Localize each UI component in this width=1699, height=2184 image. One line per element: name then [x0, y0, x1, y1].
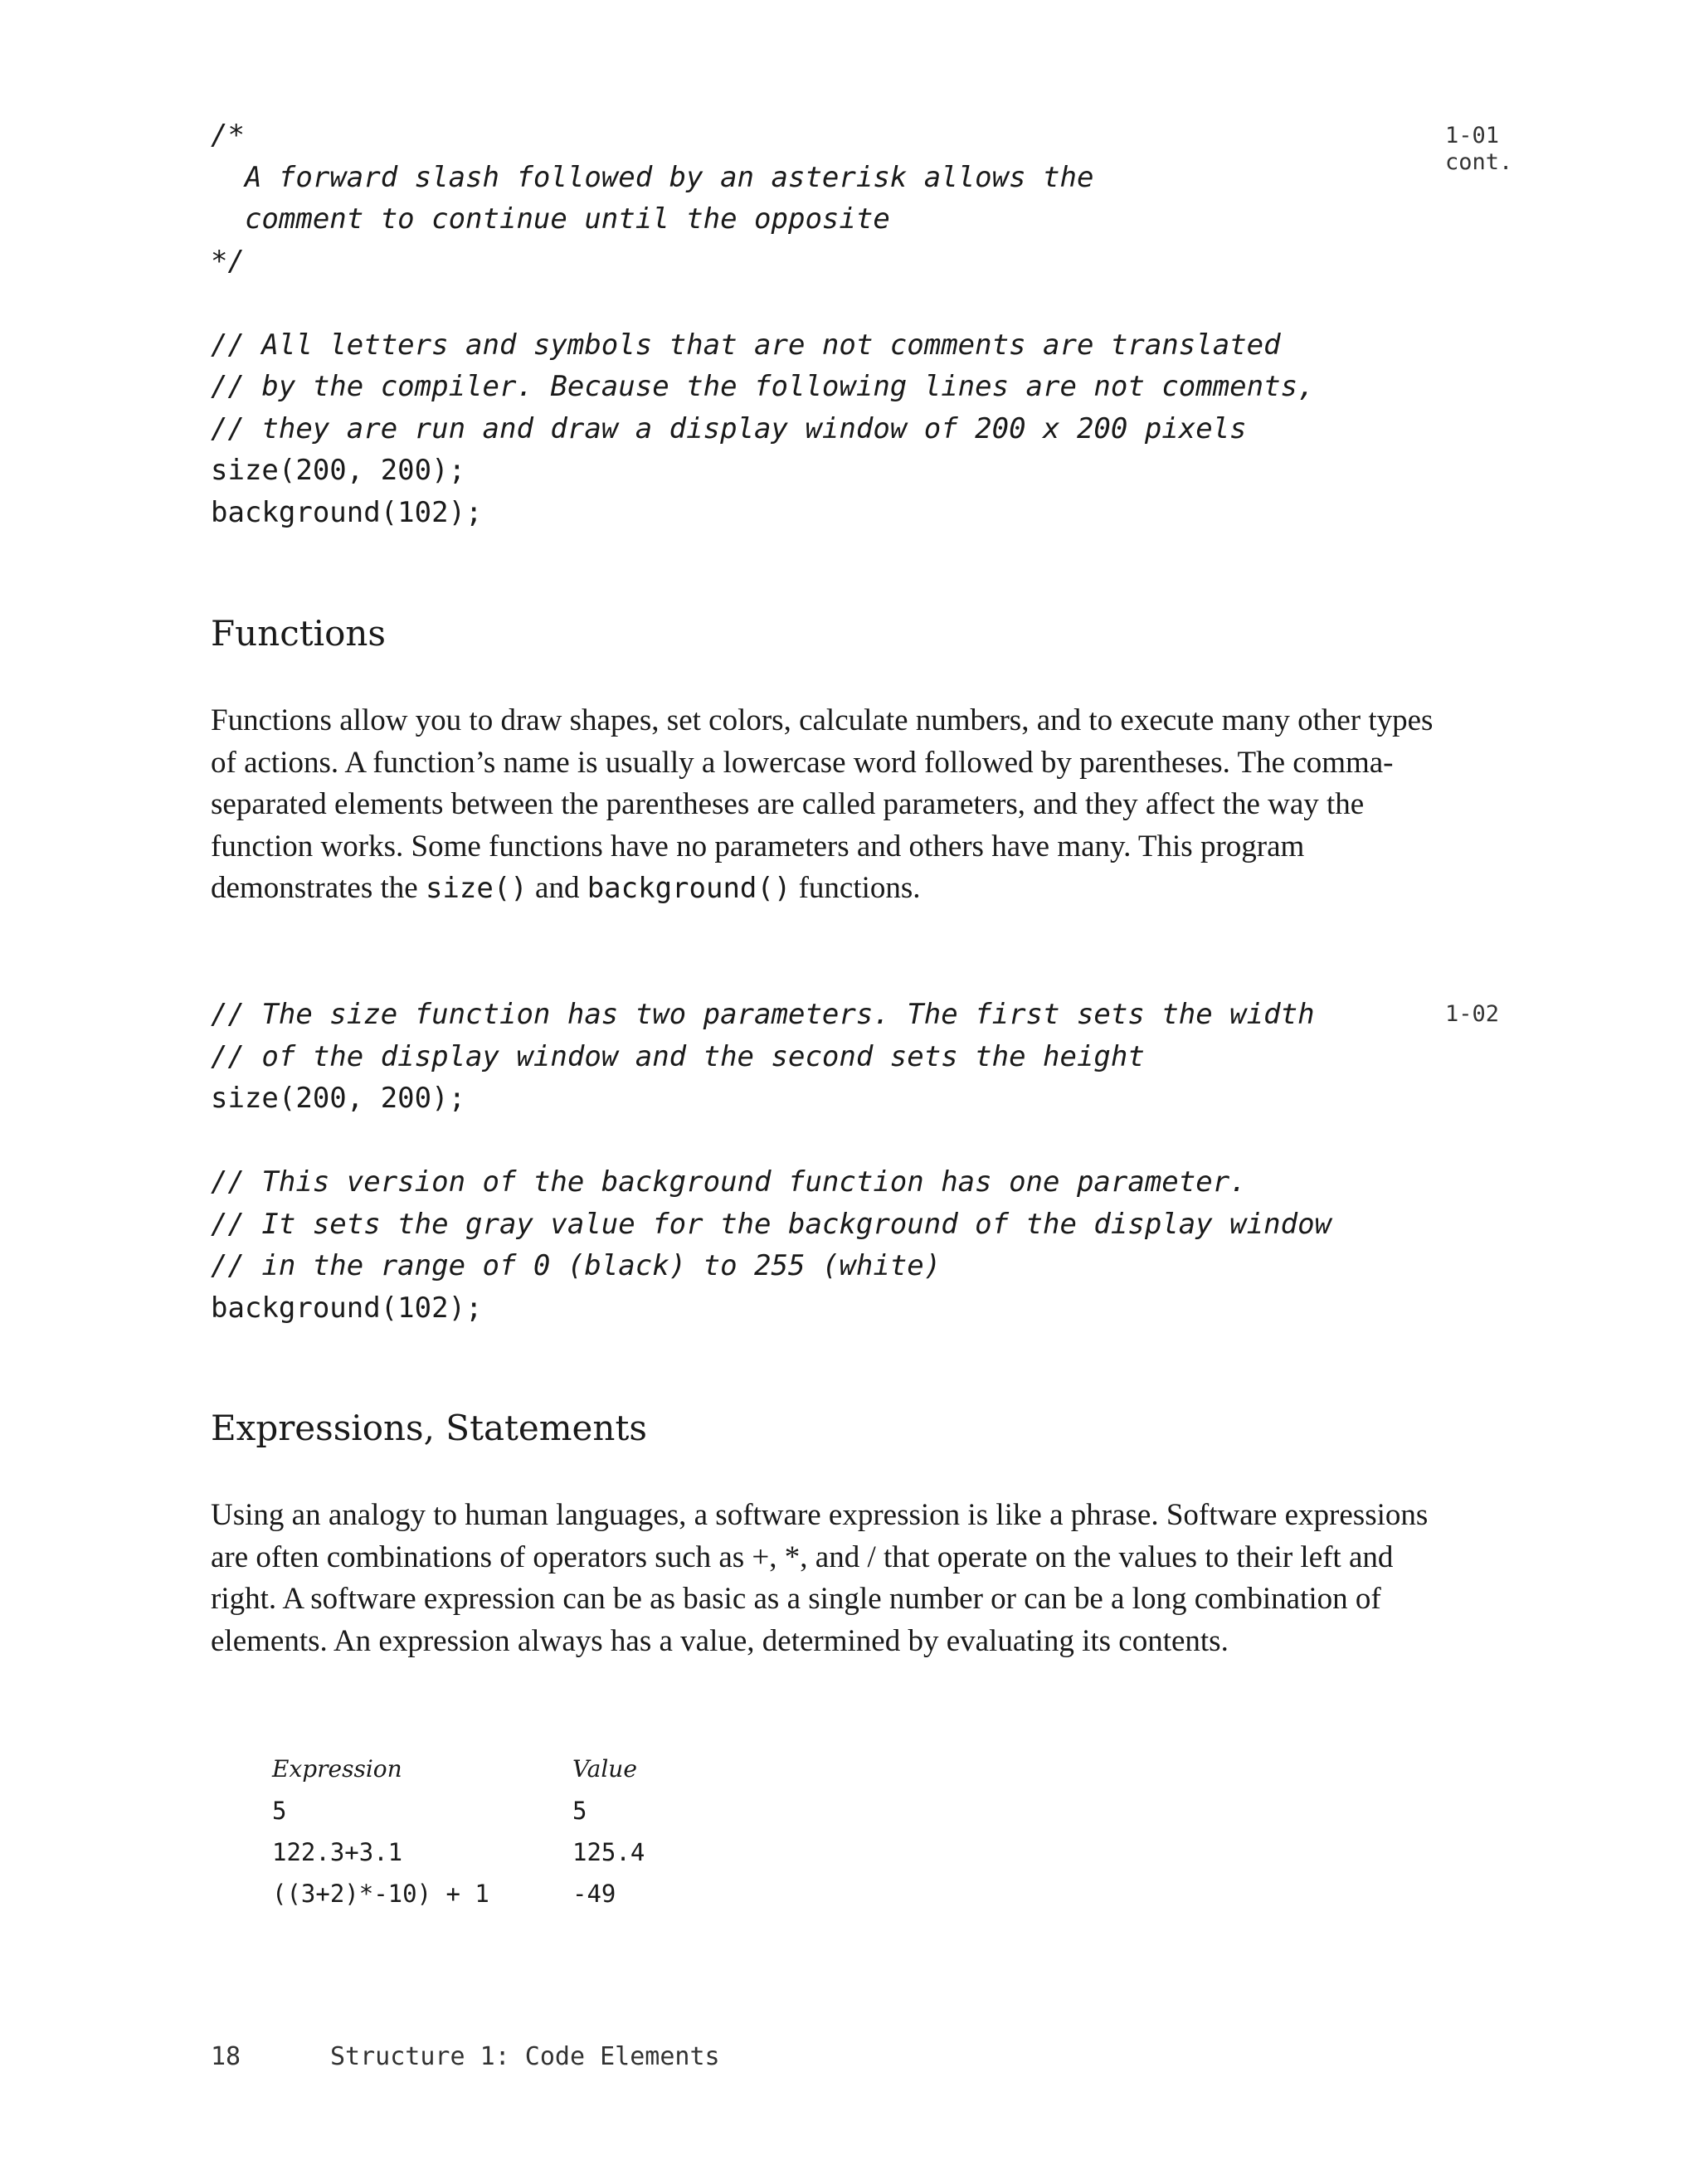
code-block-1: [211, 114, 1315, 533]
code-block-1-line: // by the compiler. Because the following lines are not comments,: [211, 370, 1315, 403]
footer-page-number: 18: [211, 2042, 241, 2071]
code-block-1-line: */: [211, 244, 245, 278]
heading-functions: Functions: [211, 613, 386, 654]
margin-note-1-02: 1-02: [1445, 1001, 1500, 1027]
inline-code-background: background(): [587, 872, 791, 905]
code-block-1-line: /*: [211, 119, 245, 152]
table-header-expression: Expression: [272, 1755, 402, 1783]
code-block-2: [211, 994, 1331, 1329]
table-cell-expression: ((3+2)*-10) + 1: [272, 1880, 489, 1908]
code-block-1-line: background(102);: [211, 495, 483, 529]
code-block-2-line: // in the range of 0 (black) to 255 (white): [211, 1249, 942, 1282]
expression-table: [272, 1749, 853, 1914]
code-block-1-line: size(200, 200);: [211, 454, 466, 487]
table-cell-value: -49: [572, 1880, 616, 1908]
code-block-2-line: // The size function has two parameters. The first sets the width: [211, 998, 1315, 1031]
code-block-2-line: // This version of the background function has one parameter.: [211, 1165, 1247, 1199]
paragraph-functions-text-2: and: [527, 871, 587, 905]
expression-table-body: [272, 1790, 853, 1914]
footer-chapter-title: Structure 1: Code Elements: [330, 2042, 720, 2071]
expression-table-header: [272, 1749, 853, 1790]
table-header-value: Value: [572, 1755, 637, 1783]
code-block-1-line: // they are run and draw a display window of 200 x 200 pixels: [211, 411, 1247, 445]
table-cell-value: 5: [572, 1797, 587, 1825]
inline-code-size: size(): [425, 872, 528, 905]
table-cell-expression: 5: [272, 1797, 287, 1825]
paragraph-functions-text-1: Functions allow you to draw shapes, set colors, calculate numbers, and to execute many other types of actions. A function’s name is usually a lowercase word followed by parentheses. The comma-separated elements between the parentheses are called parameters, and they affect the way the function works. Some functions have no parameters and others have many. This program demonstrates the: [211, 703, 1434, 905]
table-row: [272, 1831, 853, 1873]
paragraph-functions: [211, 700, 1439, 910]
code-block-1-line: // All letters and symbols that are not comments are translated: [211, 328, 1281, 362]
table-cell-expression: 122.3+3.1: [272, 1838, 403, 1866]
code-block-2-line: [211, 1120, 1331, 1162]
code-block-2-line: // of the display window and the second sets the height: [211, 1039, 1145, 1073]
margin-note-1-01: 1-01 cont.: [1445, 123, 1513, 175]
table-cell-value: 125.4: [572, 1838, 645, 1866]
paragraph-functions-text-3: functions.: [791, 871, 921, 905]
table-row: [272, 1790, 853, 1831]
code-block-2-line: size(200, 200);: [211, 1082, 466, 1115]
code-block-2-line: background(102);: [211, 1291, 483, 1325]
heading-expressions-statements: Expressions, Statements: [211, 1408, 647, 1448]
code-block-1-line: [211, 282, 1315, 324]
code-block-2-line: // It sets the gray value for the background of the display window: [211, 1207, 1332, 1241]
table-row: [272, 1873, 853, 1914]
paragraph-expressions: Using an analogy to human languages, a software expression is like a phrase. Software expressions are often combinations of operators such as +, *, and / that operate on the values to their left and right. A software expression can be as basic as a single number or can be a long combination of elements. An expression always has a value, determined by evaluating its contents.: [211, 1498, 1429, 1658]
code-block-1-line: comment to continue until the opposite: [211, 202, 890, 236]
code-block-1-line: A forward slash followed by an asterisk allows the: [211, 160, 1094, 194]
